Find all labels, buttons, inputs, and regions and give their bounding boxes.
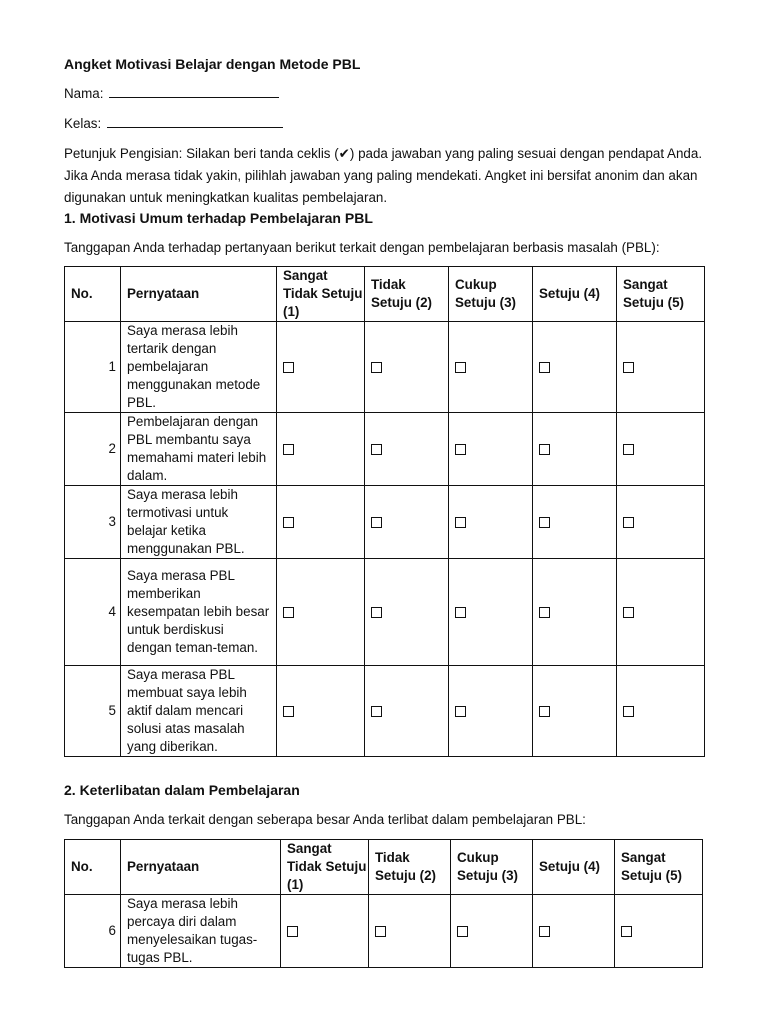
checkbox-option-1[interactable] bbox=[283, 517, 294, 528]
row-number: 4 bbox=[65, 559, 121, 666]
checkbox-option-4[interactable] bbox=[539, 926, 550, 937]
table-row bbox=[65, 559, 705, 666]
table-header-row bbox=[65, 267, 705, 322]
section2-intro: Tanggapan Anda terkait dengan seberapa besar Anda terlibat dalam pembelajaran PBL: bbox=[64, 812, 586, 827]
checkbox-option-4[interactable] bbox=[539, 706, 550, 717]
checkbox-option-5[interactable] bbox=[623, 362, 634, 373]
option-cell-1 bbox=[277, 666, 365, 757]
section2-title: 2. Keterlibatan dalam Pembelajaran bbox=[64, 782, 300, 798]
checkbox-option-5[interactable] bbox=[623, 517, 634, 528]
instructions: Petunjuk Pengisian: Silakan beri tanda ceklis (✔) pada jawaban yang paling sesuai dengan pendapat Anda. Jika Anda merasa tidak yakin, pilihlah jawaban yang paling mendekati. Angket ini bersifat anonim dan akan digunakan untuk meningkatkan kualitas pembelajaran. bbox=[64, 146, 703, 205]
kelas-label: Kelas: bbox=[64, 116, 102, 131]
header-opt3: Cukup Setuju (3) bbox=[449, 267, 533, 322]
row-number: 6 bbox=[65, 895, 121, 968]
header-no: No. bbox=[65, 267, 121, 322]
option-cell-2 bbox=[365, 486, 449, 559]
option-cell-1 bbox=[281, 895, 369, 968]
checkbox-option-4[interactable] bbox=[539, 444, 550, 455]
option-cell-4 bbox=[533, 559, 617, 666]
option-cell-1 bbox=[277, 486, 365, 559]
option-cell-2 bbox=[365, 413, 449, 486]
section1-title: 1. Motivasi Umum terhadap Pembelajaran PBL bbox=[64, 210, 373, 226]
checkbox-option-5[interactable] bbox=[623, 706, 634, 717]
checkbox-option-3[interactable] bbox=[455, 517, 466, 528]
header-opt4: Setuju (4) bbox=[533, 840, 615, 895]
option-cell-5 bbox=[617, 666, 705, 757]
kelas-field bbox=[64, 114, 283, 133]
checkbox-option-3[interactable] bbox=[455, 362, 466, 373]
header-opt5: Sangat Setuju (5) bbox=[615, 840, 703, 895]
section1-intro: Tanggapan Anda terhadap pertanyaan berikut terkait dengan pembelajaran berbasis masalah (PBL): bbox=[64, 240, 660, 255]
option-cell-5 bbox=[617, 413, 705, 486]
checkbox-option-2[interactable] bbox=[371, 444, 382, 455]
option-cell-5 bbox=[615, 895, 703, 968]
table-row bbox=[65, 486, 705, 559]
header-opt1: Sangat Tidak Setuju (1) bbox=[281, 840, 369, 895]
checkbox-option-3[interactable] bbox=[455, 607, 466, 618]
option-cell-3 bbox=[449, 413, 533, 486]
checkbox-option-3[interactable] bbox=[455, 706, 466, 717]
checkbox-option-1[interactable] bbox=[283, 706, 294, 717]
option-cell-2 bbox=[369, 895, 451, 968]
row-number: 1 bbox=[65, 322, 121, 413]
checkbox-option-2[interactable] bbox=[371, 607, 382, 618]
document-title: Angket Motivasi Belajar dengan Metode PBL bbox=[64, 56, 361, 72]
row-number: 2 bbox=[65, 413, 121, 486]
option-cell-2 bbox=[365, 322, 449, 413]
checkbox-option-5[interactable] bbox=[621, 926, 632, 937]
nama-field bbox=[64, 84, 279, 103]
kelas-blank[interactable] bbox=[107, 114, 283, 128]
option-cell-5 bbox=[617, 322, 705, 413]
header-opt1: Sangat Tidak Setuju (1) bbox=[277, 267, 365, 322]
option-cell-3 bbox=[449, 559, 533, 666]
row-statement: Saya merasa PBL membuat saya lebih aktif dalam mencari solusi atas masalah yang diberikan. bbox=[121, 666, 277, 757]
header-opt3: Cukup Setuju (3) bbox=[451, 840, 533, 895]
checkbox-option-3[interactable] bbox=[455, 444, 466, 455]
checkbox-option-2[interactable] bbox=[371, 706, 382, 717]
option-cell-3 bbox=[451, 895, 533, 968]
header-opt2: Tidak Setuju (2) bbox=[365, 267, 449, 322]
table-header-row bbox=[65, 840, 703, 895]
row-number: 5 bbox=[65, 666, 121, 757]
header-statement: Pernyataan bbox=[121, 840, 281, 895]
checkbox-option-5[interactable] bbox=[623, 607, 634, 618]
checkbox-option-1[interactable] bbox=[283, 362, 294, 373]
row-statement: Saya merasa lebih tertarik dengan pembelajaran menggunakan metode PBL. bbox=[121, 322, 277, 413]
option-cell-3 bbox=[449, 486, 533, 559]
row-statement: Saya merasa PBL memberikan kesempatan lebih besar untuk berdiskusi dengan teman-teman. bbox=[121, 559, 277, 666]
checkbox-option-5[interactable] bbox=[623, 444, 634, 455]
checkbox-option-2[interactable] bbox=[371, 517, 382, 528]
checkbox-option-2[interactable] bbox=[375, 926, 386, 937]
row-number: 3 bbox=[65, 486, 121, 559]
option-cell-4 bbox=[533, 322, 617, 413]
option-cell-5 bbox=[617, 559, 705, 666]
row-statement: Saya merasa lebih percaya diri dalam menyelesaikan tugas-tugas PBL. bbox=[121, 895, 281, 968]
nama-label: Nama: bbox=[64, 86, 104, 101]
table-row bbox=[65, 413, 705, 486]
section1-table bbox=[64, 266, 705, 757]
option-cell-2 bbox=[365, 559, 449, 666]
option-cell-1 bbox=[277, 322, 365, 413]
header-no: No. bbox=[65, 840, 121, 895]
table-row bbox=[65, 666, 705, 757]
section2-table bbox=[64, 839, 703, 968]
checkbox-option-1[interactable] bbox=[287, 926, 298, 937]
option-cell-1 bbox=[277, 413, 365, 486]
option-cell-1 bbox=[277, 559, 365, 666]
checkbox-option-1[interactable] bbox=[283, 444, 294, 455]
table-row bbox=[65, 322, 705, 413]
checkbox-option-3[interactable] bbox=[457, 926, 468, 937]
checkbox-option-2[interactable] bbox=[371, 362, 382, 373]
row-statement: Saya merasa lebih termotivasi untuk belajar ketika menggunakan PBL. bbox=[121, 486, 277, 559]
header-opt2: Tidak Setuju (2) bbox=[369, 840, 451, 895]
nama-blank[interactable] bbox=[109, 84, 279, 98]
option-cell-4 bbox=[533, 666, 617, 757]
option-cell-4 bbox=[533, 486, 617, 559]
checkbox-option-4[interactable] bbox=[539, 362, 550, 373]
row-statement: Pembelajaran dengan PBL membantu saya memahami materi lebih dalam. bbox=[121, 413, 277, 486]
checkbox-option-1[interactable] bbox=[283, 607, 294, 618]
header-statement: Pernyataan bbox=[121, 267, 277, 322]
checkbox-option-4[interactable] bbox=[539, 607, 550, 618]
checkbox-option-4[interactable] bbox=[539, 517, 550, 528]
header-opt5: Sangat Setuju (5) bbox=[617, 267, 705, 322]
option-cell-4 bbox=[533, 413, 617, 486]
header-opt4: Setuju (4) bbox=[533, 267, 617, 322]
option-cell-5 bbox=[617, 486, 705, 559]
option-cell-3 bbox=[449, 666, 533, 757]
option-cell-2 bbox=[365, 666, 449, 757]
option-cell-4 bbox=[533, 895, 615, 968]
table-row bbox=[65, 895, 703, 968]
option-cell-3 bbox=[449, 322, 533, 413]
